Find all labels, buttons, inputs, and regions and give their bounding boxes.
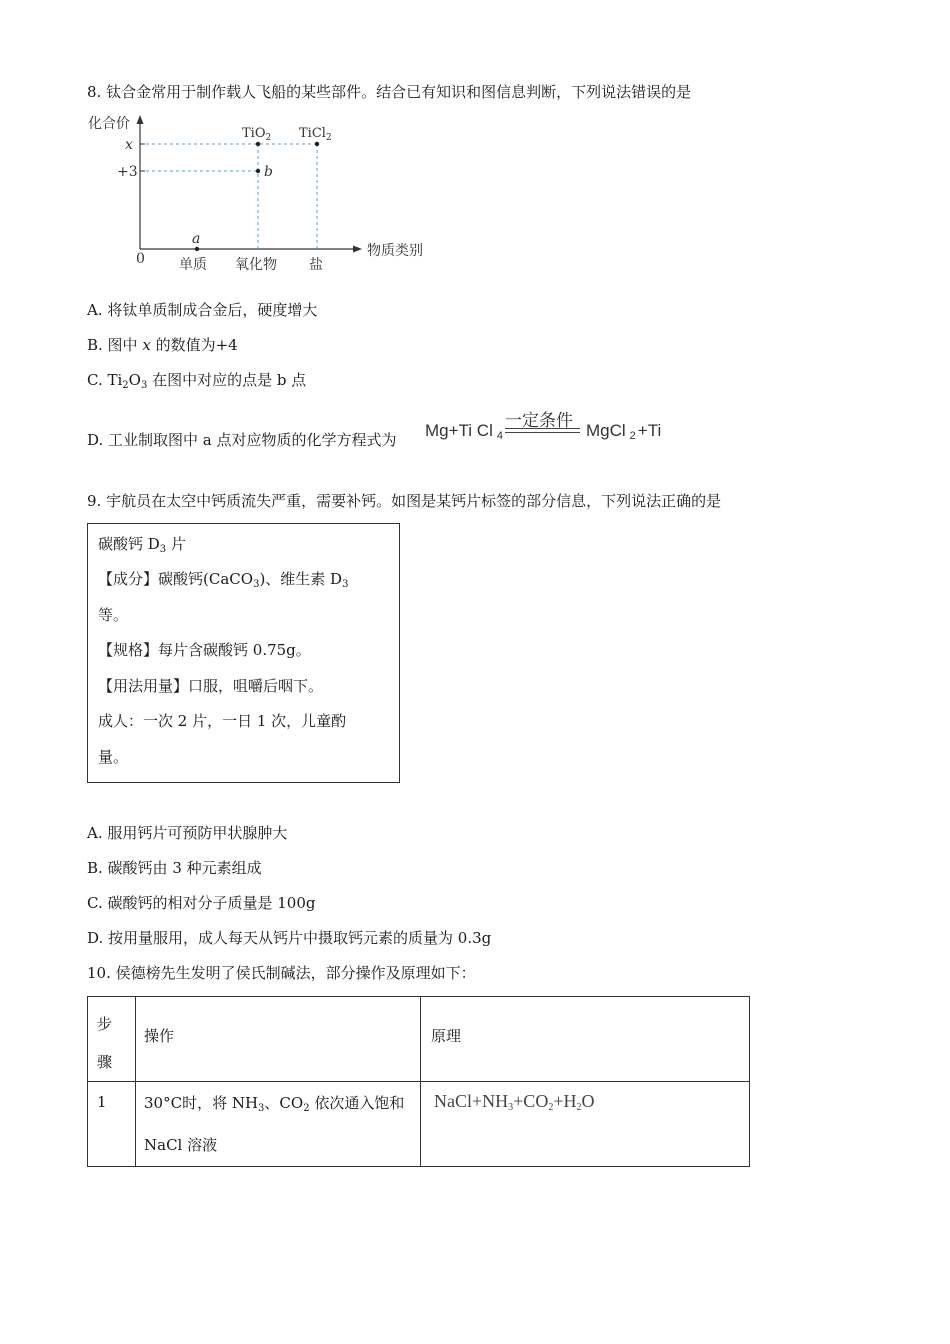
q8-option-a: A. 将钛单质制成合金后，硬度增大 [87,301,318,319]
q8-option-c: C. $Ti_2O_3$ 在图中对应的点是 b 点 [87,371,307,391]
process-table [87,996,750,1167]
point-b [256,169,260,173]
y-axis-label: 化合价 [88,116,130,132]
label-adult-cont: 量。 [98,748,129,766]
table-row [88,1082,750,1167]
label-adult: 成人：一次 2 片，一日 1 次，儿童酌 [98,712,347,730]
q9-stem: 9. 宇航员在太空中钙质流失严重，需要补钙。如图是某钙片标签的部分信息，下列说法正确的是 [87,492,722,510]
tick-plus3: +3 [117,164,138,180]
ticl2-label: TiCl$_2$ [299,126,332,143]
row1-principle: $NaCl+NH_3+CO_2+H_2O$ [421,1082,750,1167]
point-b-label: b [264,164,273,180]
label-usage: 【用法用量】口服，咀嚼后咽下。 [98,677,324,695]
valence-category-diagram [87,112,437,277]
point-ticl2 [315,142,319,146]
header-operation: 操作 [136,997,421,1082]
header-step: 步 骤 [88,997,136,1082]
category-oxide: 氧化物 [235,257,277,273]
label-title: 碳酸钙 $D_3$ 片 [98,535,186,555]
q9-option-a: A. 服用钙片可预防甲状腺肿大 [87,824,288,842]
table-header-row [88,997,750,1082]
equation-left: Mg+Ti Cl $_4$ [425,421,503,442]
q9-option-d: D. 按用量服用，成人每天从钙片中摄取钙元素的质量为 0.3g [87,929,492,947]
point-tio2 [256,142,260,146]
label-ingredients: 【成分】碳酸钙(CaCO$_3$)、维生素 $D_3$ [98,570,349,590]
q10-stem: 10. 侯德榜先生发明了侯氏制碱法，部分操作及原理如下： [87,964,476,982]
q8-option-d: D. 工业制取图中 a 点对应物质的化学方程式为 [87,431,397,449]
label-ingredients-cont: 等。 [98,606,129,624]
equation-condition: 一定条件 [505,411,573,430]
label-spec: 【规格】每片含碳酸钙 0.75g。 [98,641,311,659]
tio2-label: TiO$_2$ [242,126,272,143]
equation-line-bottom [505,432,580,433]
category-element: 单质 [179,257,207,273]
equation-right: MgCl $_2$ +Ti [586,421,662,442]
category-salt: 盐 [309,257,323,273]
calcium-tablet-label [87,523,400,783]
y-axis-arrow [137,115,144,124]
q9-option-b: B. 碳酸钙由 3 种元素组成 [87,859,262,877]
x-axis-label: 物质类别 [367,243,423,259]
q9-option-c: C. 碳酸钙的相对分子质量是 100g [87,894,316,912]
q8-stem: 8. 钛合金常用于制作载人飞船的某些部件。结合已有知识和图信息判断，下列说法错误的是 [87,83,692,101]
header-principle: 原理 [421,997,750,1082]
point-a [195,247,199,251]
tick-x: x [125,137,133,153]
row1-operation: 30°C时，将 $NH_3$、$CO_2$ 依次通入饱和 NaCl 溶液 [136,1082,421,1167]
origin-label: 0 [136,251,145,267]
equation-line-top [505,428,580,429]
q8-option-b: B. 图中 x 的数值为+4 [87,336,238,354]
x-axis-arrow [353,246,362,253]
row1-step: 1 [88,1082,136,1167]
point-a-label: a [192,231,201,247]
